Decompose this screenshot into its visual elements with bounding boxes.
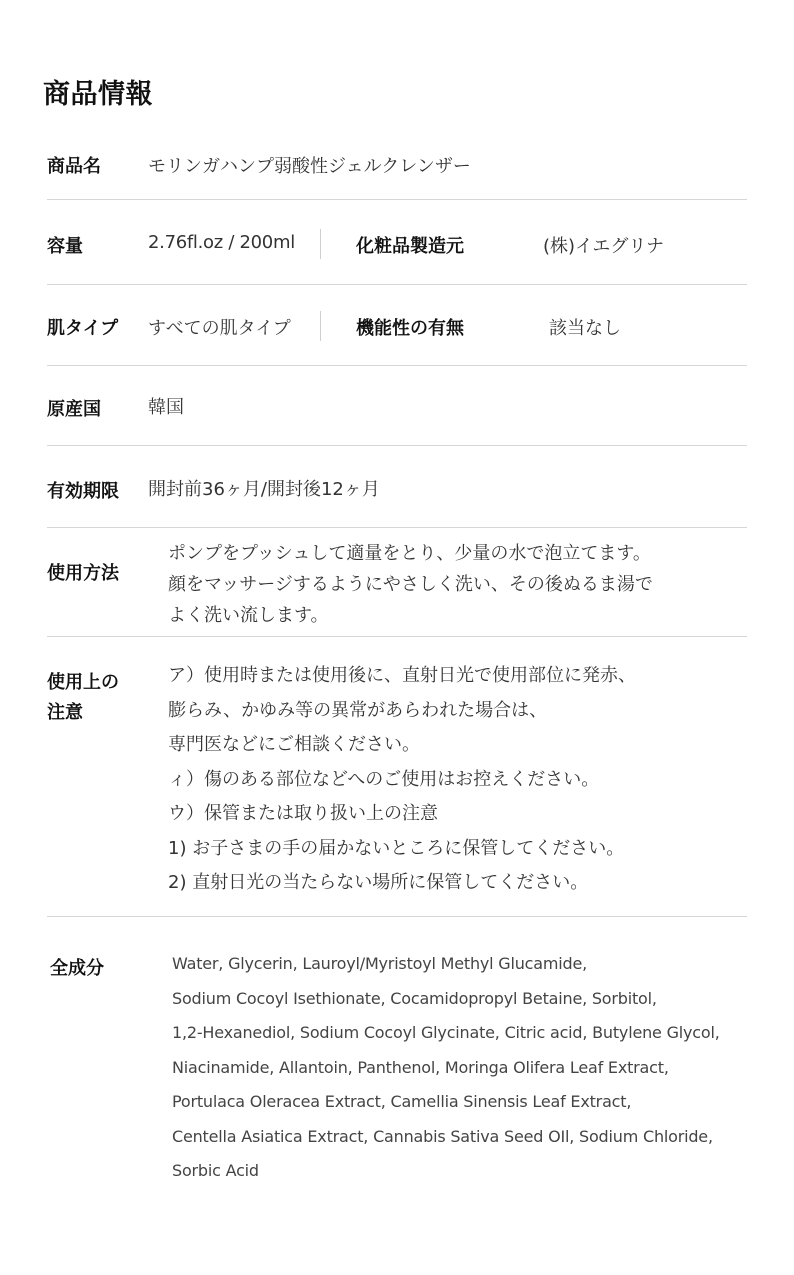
divider: [47, 916, 747, 917]
caution-line: ィ）傷のある部位などへのご使用はお控えください。: [168, 768, 600, 790]
column-separator: [320, 229, 321, 259]
caution-label-line1: 使用上の: [47, 672, 119, 693]
divider: [47, 284, 747, 285]
ingredients-line: Centella Asiatica Extract, Cannabis Sativa Seed OIl, Sodium Chloride,: [172, 1126, 713, 1146]
volume-value: 2.76fl.oz / 200ml: [148, 232, 295, 253]
usage-text: [168, 538, 653, 631]
skin-type-label: 肌タイプ: [47, 318, 119, 339]
usage-line: ポンプをプッシュして適量をとり、少量の水で泡立てます。: [168, 543, 651, 564]
caution-line: 2) 直射日光の当たらない場所に保管してください。: [168, 872, 589, 893]
ingredients-line: Niacinamide, Allantoin, Panthenol, Moringa Olifera Leaf Extract,: [172, 1057, 669, 1077]
product-name-value: モリンガハンプ弱酸性ジェルクレンザー: [148, 156, 471, 177]
usage-line: 顔をマッサージするようにやさしく洗い、その後ぬるま湯で: [168, 574, 653, 595]
ingredients-line: 1,2-Hexanediol, Sodium Cocoyl Glycinate, Citric acid, Butylene Glycol,: [172, 1023, 720, 1042]
ingredients-label: 全成分: [50, 958, 104, 979]
manufacturer-value: (株)イエグリナ: [543, 236, 664, 257]
page-title: 商品情報: [43, 79, 153, 110]
caution-line: 1) お子さまの手の届かないところに保管してください。: [168, 837, 625, 859]
volume-label: 容量: [47, 236, 83, 257]
caution-line: ア）使用時または使用後に、直射日光で使用部位に発赤、: [168, 665, 636, 686]
caution-text: [168, 659, 636, 901]
ingredients-line: Sodium Cocoyl Isethionate, Cocamidopropyl Betaine, Sorbitol,: [172, 988, 657, 1008]
usage-label: 使用方法: [47, 563, 119, 584]
skin-type-value: すべての肌タイプ: [148, 318, 291, 339]
divider: [47, 365, 747, 366]
origin-label: 原産国: [47, 399, 101, 420]
caution-line: 膨らみ、かゆみ等の異常があらわれた場合は、: [168, 699, 548, 721]
caution-line: ウ）保管または取り扱い上の注意: [168, 803, 438, 824]
column-separator: [320, 311, 321, 341]
usage-line: よく洗い流します。: [168, 605, 329, 626]
caution-line: 専門医などにご相談ください。: [168, 734, 420, 755]
functional-value: 該当なし: [549, 318, 621, 339]
caution-label-line2: 注意: [47, 702, 83, 723]
divider: [47, 636, 747, 637]
ingredients-line: Sorbic Acid: [172, 1161, 259, 1180]
expiry-label: 有効期限: [47, 481, 119, 502]
divider: [47, 527, 747, 528]
divider: [47, 445, 747, 446]
functional-label: 機能性の有無: [356, 318, 464, 339]
ingredients-line: Portulaca Oleracea Extract, Camellia Sinensis Leaf Extract,: [172, 1092, 632, 1111]
manufacturer-label: 化粧品製造元: [356, 236, 464, 257]
product-name-label: 商品名: [47, 156, 101, 177]
expiry-value: 開封前36ヶ月/開封後12ヶ月: [148, 479, 380, 500]
ingredients-line: Water, Glycerin, Lauroyl/Myristoyl Methyl Glucamide,: [172, 954, 587, 973]
origin-value: 韓国: [148, 397, 184, 418]
divider: [47, 199, 747, 200]
ingredients-text: [172, 947, 720, 1189]
